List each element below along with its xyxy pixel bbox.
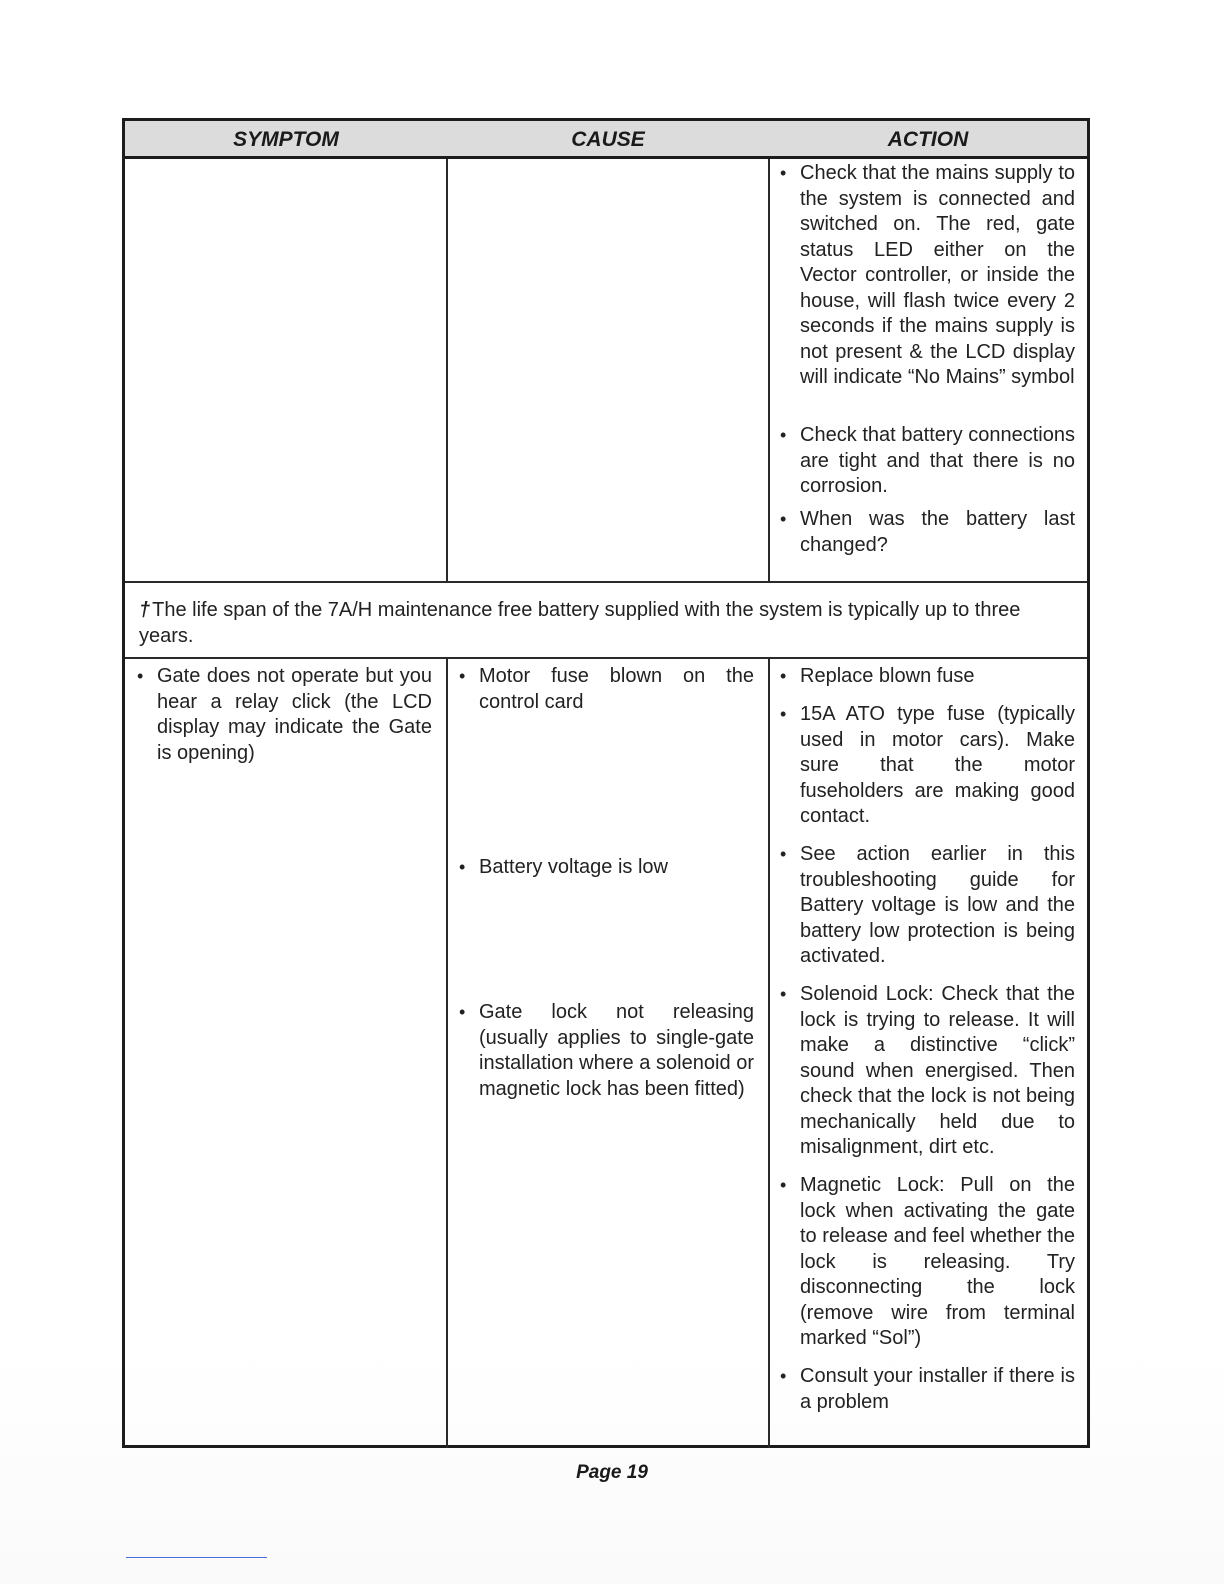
table-header-row xyxy=(125,121,1087,159)
list-item xyxy=(137,664,432,766)
row-divider xyxy=(125,657,1087,659)
dagger-symbol: † xyxy=(139,599,151,621)
cause-cell xyxy=(459,664,754,1444)
bullet-icon: • xyxy=(780,666,787,686)
list-item xyxy=(459,664,754,715)
action-text: 15A ATO type fuse (typically used in motor cars). Make sure that the motor fuseholders are making good contact. xyxy=(800,703,1075,827)
bullet-icon: • xyxy=(780,704,787,724)
bullet-icon: • xyxy=(459,1002,466,1022)
bullet-icon: • xyxy=(780,163,787,183)
list-item xyxy=(780,982,1075,1161)
header-action: ACTION xyxy=(887,128,969,151)
action-text: Replace blown fuse xyxy=(800,665,975,687)
header-cause: CAUSE xyxy=(571,128,645,151)
list-item xyxy=(780,664,1075,690)
bullet-icon: • xyxy=(137,666,144,686)
list-item xyxy=(780,1364,1075,1415)
symptom-text: Gate does not operate but you hear a relay click (the LCD display may indicate the Gate is opening) xyxy=(157,665,432,764)
column-divider xyxy=(768,658,770,1448)
header-symptom: SYMPTOM xyxy=(233,128,339,151)
note-text: The life span of the 7A/H maintenance free battery supplied with the system is typically up to three years. xyxy=(139,599,1021,647)
list-item xyxy=(780,507,1075,558)
bullet-icon: • xyxy=(780,1366,787,1386)
bullet-icon: • xyxy=(780,984,787,1004)
action-text: Check that the mains supply to the system is connected and switched on. The red, gate status LED either on the Vector controller, or inside the house, will flash twice every 2 seconds if the mains supply is not present & the LCD display will indicate “No Mains” symbol xyxy=(800,162,1075,388)
action-text: Consult your installer if there is a problem xyxy=(800,1365,1075,1413)
battery-lifespan-note xyxy=(139,598,1069,649)
link-underline xyxy=(126,1557,267,1558)
action-text: See action earlier in this troubleshooting guide for Battery voltage is low and the battery low protection is being activated. xyxy=(800,843,1075,967)
column-divider xyxy=(768,159,770,583)
column-divider xyxy=(446,159,448,583)
action-text: Check that battery connections are tight and that there is no corrosion. xyxy=(800,424,1075,497)
troubleshooting-table xyxy=(122,118,1090,1448)
action-text: When was the battery last changed? xyxy=(800,508,1075,556)
action-cell-bottom xyxy=(780,664,1075,1444)
bullet-icon: • xyxy=(459,666,466,686)
bullet-icon: • xyxy=(459,857,466,877)
bullet-icon: • xyxy=(780,509,787,529)
list-item xyxy=(780,842,1075,970)
list-item xyxy=(780,161,1075,391)
list-item xyxy=(780,702,1075,830)
cause-text: Motor fuse blown on the control card xyxy=(479,665,754,713)
bullet-icon: • xyxy=(780,425,787,445)
list-item xyxy=(780,423,1075,500)
column-divider xyxy=(446,658,448,1448)
cause-text: Battery voltage is low xyxy=(479,856,668,878)
list-item xyxy=(780,1173,1075,1352)
bullet-icon: • xyxy=(780,844,787,864)
action-text: Magnetic Lock: Pull on the lock when activating the gate to release and feel whether the lock is releasing. Try disconnecting the lock (remove wire from terminal marked “Sol”) xyxy=(800,1174,1075,1349)
page-number: Page 19 xyxy=(576,1462,648,1483)
list-item xyxy=(459,1000,754,1102)
row-divider xyxy=(125,581,1087,583)
action-text: Solenoid Lock: Check that the lock is trying to release. It will make a distinctive “click” sound when energised. Then check that the lock is not being mechanically held due to misalignment, dirt etc. xyxy=(800,983,1075,1158)
action-cell-top xyxy=(780,161,1075,581)
list-item xyxy=(459,855,754,881)
cause-text: Gate lock not releasing (usually applies to single-gate installation where a solenoid or magnetic lock has been fitted) xyxy=(479,1001,754,1100)
bullet-icon: • xyxy=(780,1175,787,1195)
